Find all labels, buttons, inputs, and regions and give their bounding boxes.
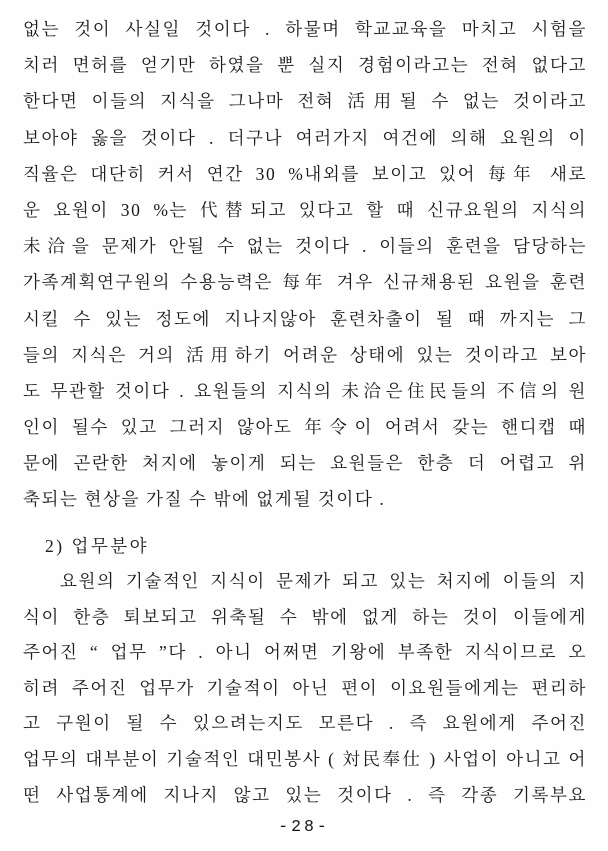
- text-line: 시킬 수 있는 정도에 지나지않아 훈련차출이 될 때 까지는 그: [23, 308, 587, 329]
- text-line: 한다면 이들의 지식을 그나마 전혀 活用될 수 없는 것이라고: [23, 91, 587, 112]
- text-line: 未洽을 문제가 안될 수 없는 것이다 . 이들의 훈련을 담당하는: [23, 236, 587, 257]
- page-number: -28-: [278, 817, 330, 836]
- text-line: 요원의 기술적인 지식이 문제가 되고 있는 처지에 이들의 지: [60, 571, 587, 591]
- text-line: 식이 한층 퇴보되고 위축될 수 밖에 없게 하는 것이 이들에게: [23, 606, 587, 627]
- text-line: 운 요원이 30 %는 代替되고 있다고 할 때 신규요원의 지식의: [23, 199, 587, 220]
- paragraph-2: [23, 564, 587, 813]
- text-line: 떤 사업통계에 지나지 않고 있는 것이다 . 즉 각종 기록부요: [23, 784, 587, 805]
- text-line: 가족계획연구원의 수용능력은 每年 겨우 신규채용된 요원을 훈련: [23, 272, 587, 293]
- text-line: 도 무관할 것이다 . 요원들의 지식의 未洽은住民들의 不信의 원: [23, 380, 587, 401]
- section-heading: 2) 업무분야: [45, 536, 150, 556]
- text-line: 들의 지식은 거의 活用하기 어려운 상태에 있는 것이라고 보아: [23, 344, 587, 365]
- text-line: 고 구원이 될 수 있으려는지도 모른다 . 즉 요원에게 주어진: [23, 713, 587, 734]
- text-line: 히려 주어진 업무가 기술적이 아닌 편이 이요원들에게는 편리하: [23, 677, 587, 698]
- text-line: 문에 곤란한 처지에 놓이게 되는 요원들은 한층 더 어렵고 위: [23, 453, 587, 474]
- text-line: 보아야 옳을 것이다 . 더구나 여러가지 여건에 의해 요원의 이: [23, 127, 587, 148]
- text-line: 없는 것이 사실일 것이다 . 하물며 학교교육을 마치고 시험을: [23, 19, 587, 39]
- text-line: 업무의 대부분이 기술적인 대민봉사 ( 対民奉仕 ) 사업이 아니고 어: [23, 748, 587, 769]
- text-line: 주어진 “ 업무 ”다 . 아니 어쩌면 기왕에 부족한 지식이므로 오: [23, 642, 587, 663]
- text-line: 직율은 대단히 커서 연간 30 %내외를 보이고 있어 每年 새로: [23, 163, 587, 184]
- text-line: 인이 될수 있고 그러지 않아도 年令이 어려서 갖는 핸디캡 때: [23, 417, 587, 438]
- paragraph-1: [23, 11, 587, 518]
- text-line: 축되는 현상을 가질 수 밖에 없게될 것이다 .: [23, 489, 386, 510]
- text-line: 치러 면허를 얻기만 하였을 뿐 실지 경험이라고는 전혀 없다고: [23, 55, 587, 76]
